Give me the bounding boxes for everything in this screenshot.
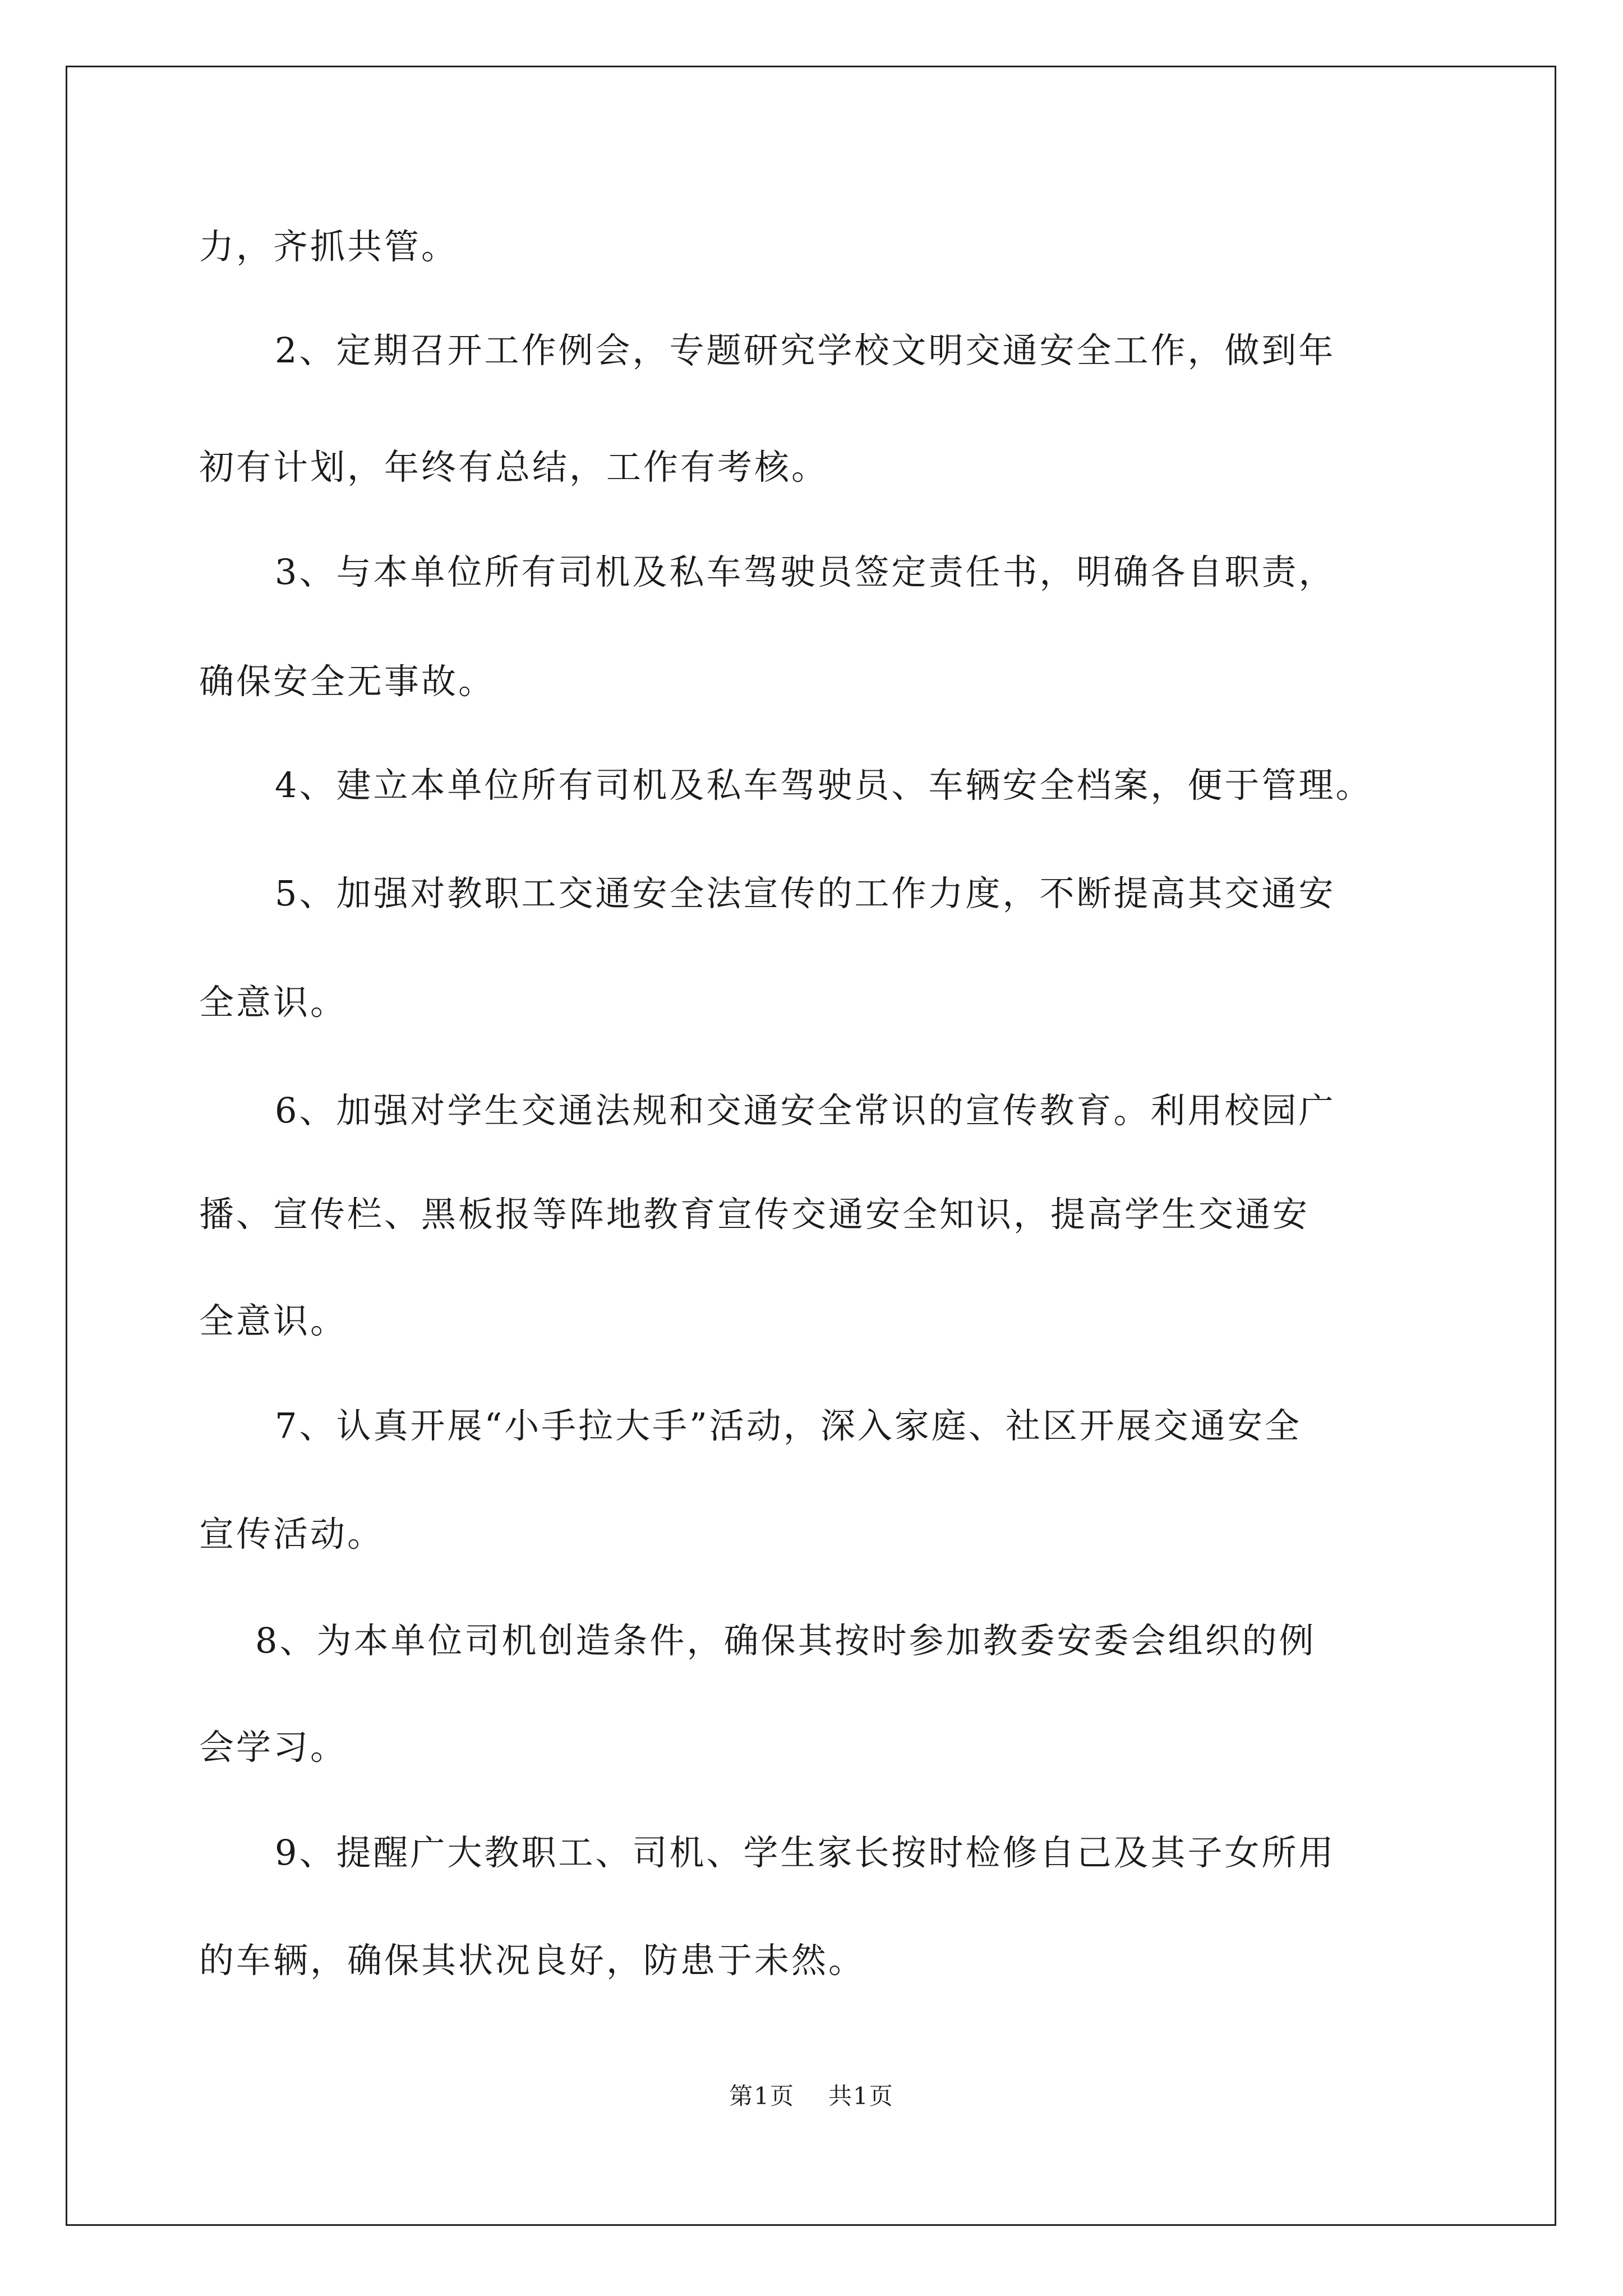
text-line: 宣传活动。 xyxy=(199,1513,385,1554)
text-line: 6、加强对学生交通法规和交通安全常识的宣传教育。利用校园广 xyxy=(275,1090,1336,1131)
text-line: 的车辆，确保其状况良好，防患于未然。 xyxy=(199,1940,866,1981)
text-line: 7、认真开展“小手拉大手”活动，深入家庭、社区开展交通安全 xyxy=(275,1405,1302,1446)
text-line: 力，齐抓共管。 xyxy=(199,226,459,267)
text-line: 全意识。 xyxy=(199,1300,348,1341)
page-number: 第1页 xyxy=(729,2082,795,2110)
text-line: 播、宣传栏、黑板报等阵地教育宣传交通安全知识，提高学生交通安 xyxy=(199,1194,1310,1235)
page-footer xyxy=(0,2079,1623,2113)
text-line: 确保安全无事故。 xyxy=(199,661,496,702)
page-total: 共1页 xyxy=(828,2082,894,2110)
page-border xyxy=(66,66,1556,2226)
text-line: 9、提醒广大教职工、司机、学生家长按时检修自己及其子女所用 xyxy=(275,1832,1336,1873)
text-line: 会学习。 xyxy=(199,1727,348,1768)
text-line: 3、与本单位所有司机及私车驾驶员签定责任书，明确各自职责， xyxy=(275,551,1336,592)
text-line: 4、建立本单位所有司机及私车驾驶员、车辆安全档案，便于管理。 xyxy=(275,765,1373,806)
text-line: 8、为本单位司机创造条件，确保其按时参加教委安委会组织的例 xyxy=(255,1620,1316,1661)
text-line: 2、定期召开工作例会，专题研究学校文明交通安全工作，做到年 xyxy=(275,330,1336,371)
text-line: 5、加强对教职工交通安全法宣传的工作力度，不断提高其交通安 xyxy=(275,873,1336,914)
text-line: 初有计划，年终有总结，工作有考核。 xyxy=(199,447,829,487)
text-line: 全意识。 xyxy=(199,982,348,1023)
